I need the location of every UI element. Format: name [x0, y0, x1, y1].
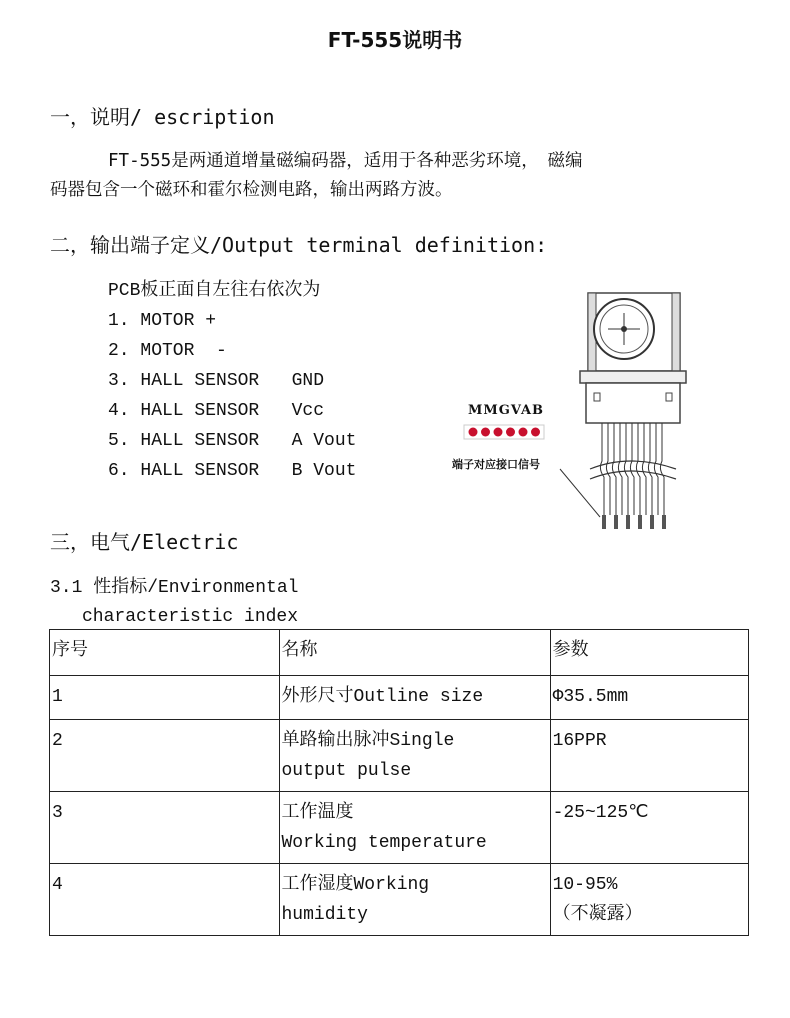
- cell-value-line-1: 10-95%: [552, 875, 618, 895]
- cell-value: [550, 720, 748, 792]
- pin-item: 2. MOTOR -: [108, 341, 227, 361]
- cell-name: [279, 676, 550, 720]
- section-1-heading: 一，说明/ escription: [50, 105, 275, 129]
- connector-housing: [586, 383, 680, 423]
- table-row: [50, 676, 749, 720]
- subsection-heading: [50, 574, 298, 632]
- cell-value-line-1: Φ35.5mm: [552, 687, 629, 707]
- connector-latch-right: [666, 393, 672, 401]
- section-3-heading: 三，电气/Electric: [50, 530, 239, 554]
- pin-item: 3. HALL SENSOR GND: [108, 371, 325, 391]
- cell-name: [279, 864, 550, 936]
- cell-value: [550, 792, 748, 864]
- table-row: [50, 792, 749, 864]
- pin-list: [108, 276, 356, 486]
- cell-name-line-2: Working temperature: [281, 833, 487, 853]
- pin-item: 6. HALL SENSOR B Vout: [108, 461, 357, 481]
- table-row: [50, 720, 749, 792]
- cell-name-line-2: output pulse: [281, 761, 412, 781]
- cell-value-line-2: （不凝露）: [552, 905, 643, 925]
- pin-letters-label: MMGVAB: [468, 403, 545, 418]
- label-leader-line: [560, 469, 600, 517]
- cell-name-line-2: humidity: [281, 905, 368, 925]
- cell-value-line-1: 16PPR: [552, 731, 607, 751]
- shaft-center: [621, 326, 627, 332]
- cell-name-line-1: 外形尺寸Outline size: [281, 687, 484, 707]
- cell-no: 3: [50, 792, 280, 864]
- section-1-body: [50, 147, 740, 205]
- pin-dot-a-5: [519, 428, 528, 437]
- subsection-heading-line-1: 3.1 性指标/Environmental: [50, 578, 299, 598]
- pin-item: 5. HALL SENSOR A Vout: [108, 431, 357, 451]
- cell-value-line-1: -25~125℃: [552, 803, 649, 823]
- connector-caption: 端子对应接口信号: [452, 458, 540, 471]
- document-title: FT-555说明书: [327, 28, 463, 52]
- cell-no: 2: [50, 720, 280, 792]
- pin-item: 1. MOTOR +: [108, 311, 217, 331]
- cell-name-line-1: 工作湿度Working: [281, 875, 430, 895]
- header-no: 序号: [50, 630, 280, 676]
- connector-latch-left: [594, 393, 600, 401]
- pin-dot-m-1: [469, 428, 478, 437]
- header-value: 参数: [550, 630, 748, 676]
- plate-edge-right: [672, 293, 680, 371]
- pin-dot-b-6: [531, 428, 540, 437]
- section-1-body-line-2: 码器包含一个磁环和霍尔检测电路，输出两路方波。: [50, 180, 453, 200]
- table-header-row: [50, 630, 749, 676]
- cell-value: [550, 676, 748, 720]
- cell-value: [550, 864, 748, 936]
- pin-dot-g-3: [494, 428, 503, 437]
- section-2-heading: 二，输出端子定义/Output terminal definition:: [50, 233, 548, 257]
- wire-bundle: [590, 423, 676, 515]
- pin-list-intro: PCB板正面自左往右依次为: [108, 281, 321, 301]
- cell-name: [279, 792, 550, 864]
- pin-dot-v-4: [506, 428, 515, 437]
- cell-no: 4: [50, 864, 280, 936]
- subsection-heading-line-2: characteristic index: [82, 607, 299, 627]
- cell-name-line-1: 工作温度: [281, 803, 354, 823]
- pin-dot-m-2: [481, 428, 490, 437]
- table-row: [50, 864, 749, 936]
- connector-lip: [580, 371, 686, 383]
- spec-table: [49, 629, 749, 936]
- pin-item: 4. HALL SENSOR Vcc: [108, 401, 325, 421]
- wire-tips: [602, 515, 666, 529]
- encoder-diagram: [440, 283, 700, 553]
- section-1-body-line-1: FT-555是两通道增量磁编码器，适用于各种恶劣环境， 磁编: [108, 151, 583, 171]
- cell-name-line-1: 单路输出脉冲Single: [281, 731, 455, 751]
- cell-name: [279, 720, 550, 792]
- cell-no: 1: [50, 676, 280, 720]
- header-name: 名称: [279, 630, 550, 676]
